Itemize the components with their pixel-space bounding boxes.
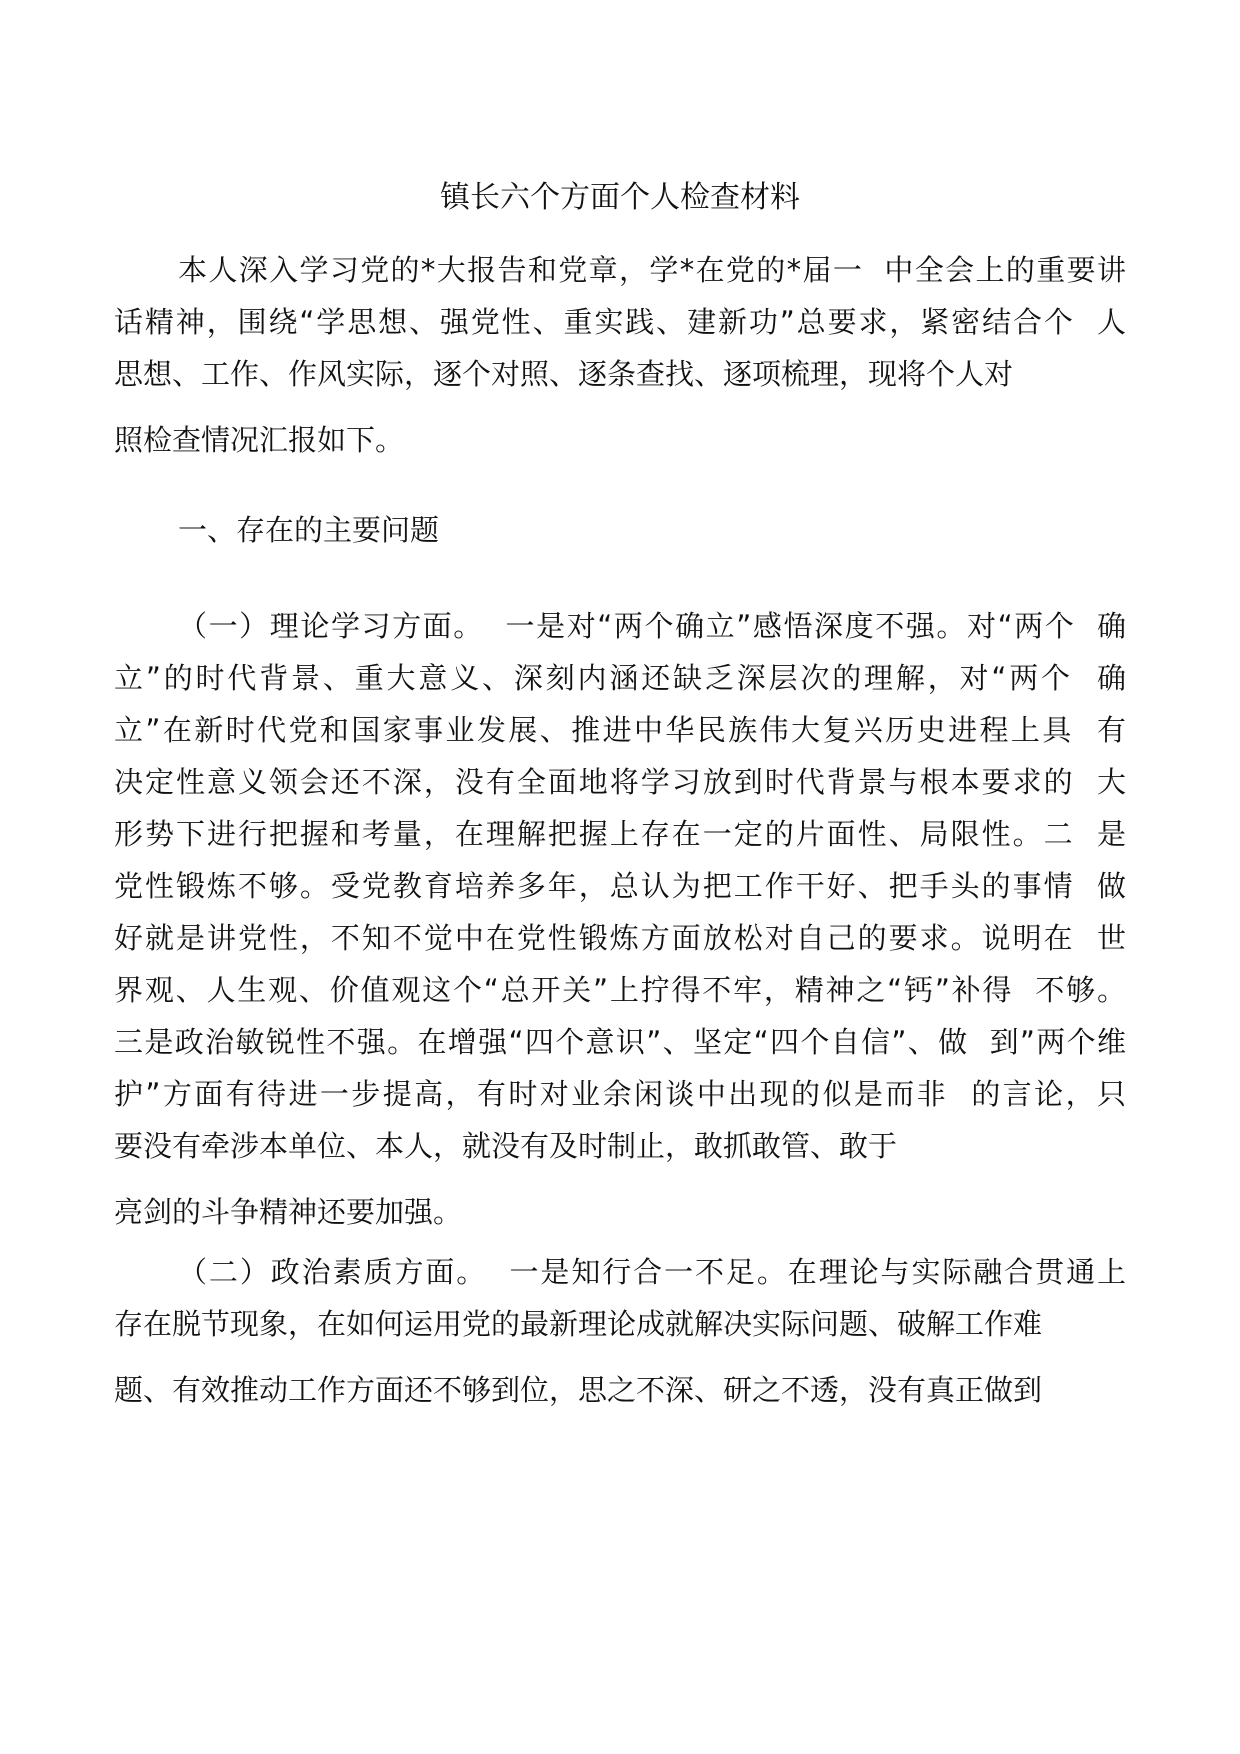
part1-line-5: 形势下进行把握和考量，在理解把握上存在一定的片面性、局限性。二 是 [114, 817, 1126, 851]
document-title: 镇长六个方面个人检查材料 [440, 180, 800, 215]
intro-line-4: 照检查情况汇报如下。 [114, 423, 405, 457]
part2-line-2: 存在脱节现象，在如何运用党的最新理论成就解决实际问题、破解工作难 [114, 1307, 1043, 1341]
part1-line-7: 好就是讲党性，不知不觉中在党性锻炼方面放松对自己的要求。说明在 世 [114, 921, 1126, 955]
intro-line-2: 话精神，围绕“学思想、强党性、重实践、建新功”总要求，紧密结合个 人 [114, 305, 1126, 339]
part1-line-2: 立”的时代背景、重大意义、深刻内涵还缺乏深层次的理解，对“两个 确 [114, 661, 1126, 695]
part2-line-3: 题、有效推动工作方面还不够到位，思之不深、研之不透，没有真正做到 [114, 1373, 1043, 1407]
part2-line-1: （二）政治素质方面。 一是知行合一不足。在理论与实际融合贯通上 [178, 1255, 1126, 1289]
part1-line-11: 要没有牵涉本单位、本人，就没有及时制止，敢抓敢管、敢于 [114, 1129, 898, 1163]
part1-line-10: 护”方面有待进一步提高，有时对业余闲谈中出现的似是而非 的言论，只 [114, 1077, 1126, 1111]
part1-line-6: 党性锻炼不够。受党教育培养多年，总认为把工作干好、把手头的事情 做 [114, 869, 1126, 903]
part1-line-1: （一）理论学习方面。 一是对“两个确立”感悟深度不强。对“两个 确 [178, 609, 1126, 643]
part1-line-9: 三是政治敏锐性不强。在增强“四个意识”、坚定“四个自信”、做 到”两个维 [114, 1025, 1126, 1059]
part1-line-12: 亮剑的斗争精神还要加强。 [114, 1195, 463, 1229]
part1-line-3: 立”在新时代党和国家事业发展、推进中华民族伟大复兴历史进程上具 有 [114, 713, 1126, 747]
section-heading: 一、存在的主要问题 [178, 513, 440, 547]
part1-line-8: 界观、人生观、价值观这个“总开关”上拧得不牢，精神之“钙”补得 不够。 [114, 973, 1126, 1007]
intro-line-1: 本人深入学习党的*大报告和党章，学*在党的*届一 中全会上的重要讲 [178, 253, 1126, 287]
part1-line-4: 决定性意义领会还不深，没有全面地将学习放到时代背景与根本要求的 大 [114, 765, 1126, 799]
intro-line-3: 思想、工作、作风实际，逐个对照、逐条查找、逐项梳理，现将个人对 [114, 357, 1014, 391]
